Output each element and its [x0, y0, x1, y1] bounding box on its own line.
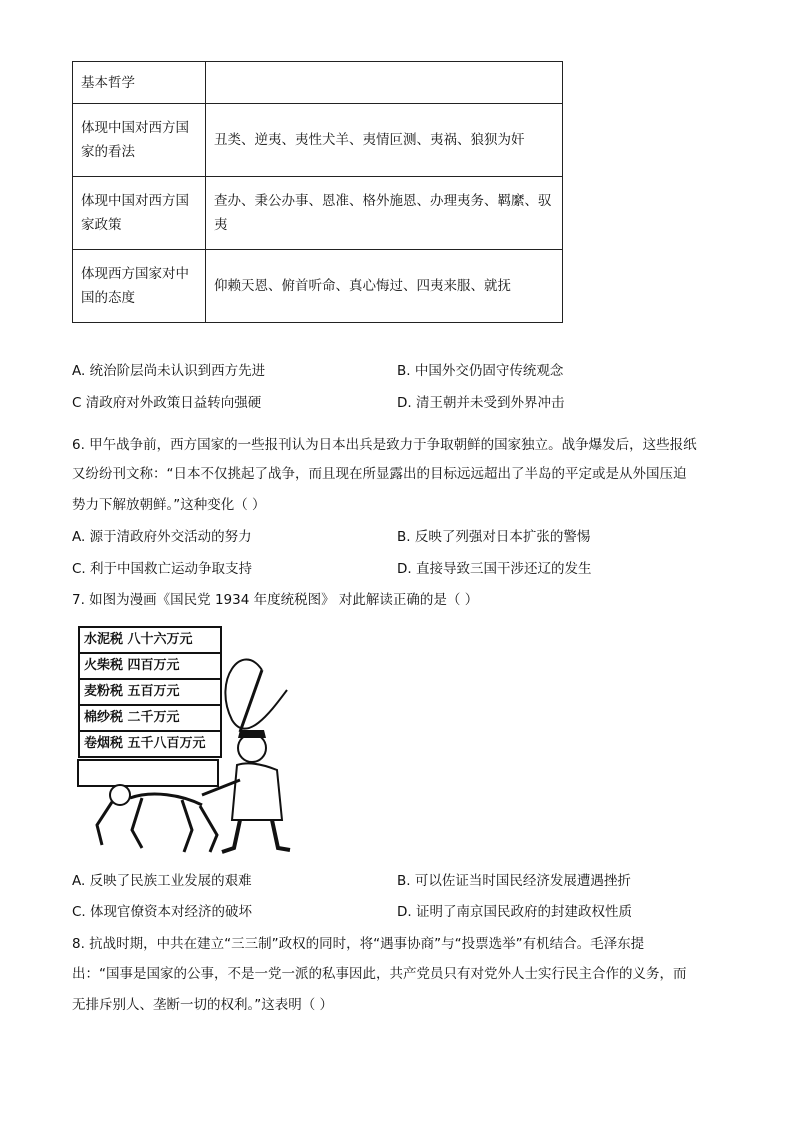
q8-stem-line: 出：“国事是国家的公事，不是一党一派的私事因此，共产党员只有对党外人士实行民主合作的义务，而 — [72, 966, 687, 982]
q6-stem-line: 6. 甲午战争前，西方国家的一些报刊认为日本出兵是致力于争取朝鲜的国家独立。战争爆发后，这些报纸 — [72, 437, 697, 453]
cartoon-figures — [72, 620, 296, 858]
table-cell-label: 体现中国对西方国家政策 — [73, 177, 206, 250]
table-row — [73, 104, 563, 177]
table-cell-value: 查办、秉公办事、恩准、格外施恩、办理夷务、羁縻、驭夷 — [206, 177, 563, 250]
tax-row: 棉纱税 二千万元 — [80, 704, 220, 730]
table-row — [73, 62, 563, 104]
q7-option-b[interactable]: B. 可以佐证当时国民经济发展遭遇挫折 — [397, 873, 631, 889]
q8-stem-line: 8. 抗战时期，中共在建立“三三制”政权的同时，将“遇事协商”与“投票选举”有机结合。毛泽东提 — [72, 936, 645, 952]
table-cell-value — [206, 62, 563, 104]
q7-option-a[interactable]: A. 反映了民族工业发展的艰难 — [72, 873, 252, 889]
q7-option-d[interactable]: D. 证明了南京国民政府的封建政权性质 — [397, 904, 632, 920]
table-cell-value: 丑类、逆夷、夷性犬羊、夷情叵测、夷祸、狼狈为奸 — [206, 104, 563, 177]
q7-stem: 7. 如图为漫画《国民党 1934 年度统税图》 对此解读正确的是（ ） — [72, 592, 479, 608]
q5-option-b[interactable]: B. 中国外交仍固守传统观念 — [397, 363, 564, 379]
table-cell-value: 仰赖天恩、俯首听命、真心悔过、四夷来服、就抚 — [206, 250, 563, 323]
tax-row: 火柴税 四百万元 — [80, 652, 220, 678]
tax-row: 麦粉税 五百万元 — [80, 678, 220, 704]
tax-row: 水泥税 八十六万元 — [84, 632, 193, 647]
q8-stem-line: 无排斥别人、垄断一切的权利。”这表明（ ） — [72, 997, 334, 1013]
q6-option-b[interactable]: B. 反映了列强对日本扩张的警惕 — [397, 529, 591, 545]
q6-option-c[interactable]: C. 利于中国救亡运动争取支持 — [72, 561, 253, 577]
tax-row: 卷烟税 五千八百万元 — [80, 730, 220, 756]
q7-option-c[interactable]: C. 体现官僚资本对经济的破坏 — [72, 904, 253, 920]
q5-option-c[interactable]: C 清政府对外政策日益转向强硬 — [72, 395, 262, 411]
reference-table — [72, 61, 563, 323]
table-cell-label: 体现西方国家对中国的态度 — [73, 250, 206, 323]
table-cell-label: 基本哲学 — [73, 62, 206, 104]
table-cell-label: 体现中国对西方国家的看法 — [73, 104, 206, 177]
q6-stem-line: 又纷纷刊文称：“日本不仅挑起了战争，而且现在所显露出的目标远远超出了半岛的平定或是从外国压迫 — [72, 466, 687, 482]
table-row — [73, 250, 563, 323]
q5-option-d[interactable]: D. 清王朝并未受到外界冲击 — [397, 395, 565, 411]
q6-option-d[interactable]: D. 直接导致三国干涉还辽的发生 — [397, 561, 592, 577]
q5-option-a[interactable]: A. 统治阶层尚未认识到西方先进 — [72, 363, 266, 379]
q6-option-a[interactable]: A. 源于清政府外交活动的努力 — [72, 529, 252, 545]
table-row — [73, 177, 563, 250]
q6-stem-line: 势力下解放朝鲜。”这种变化（ ） — [72, 497, 266, 513]
tax-cartoon — [72, 620, 296, 858]
